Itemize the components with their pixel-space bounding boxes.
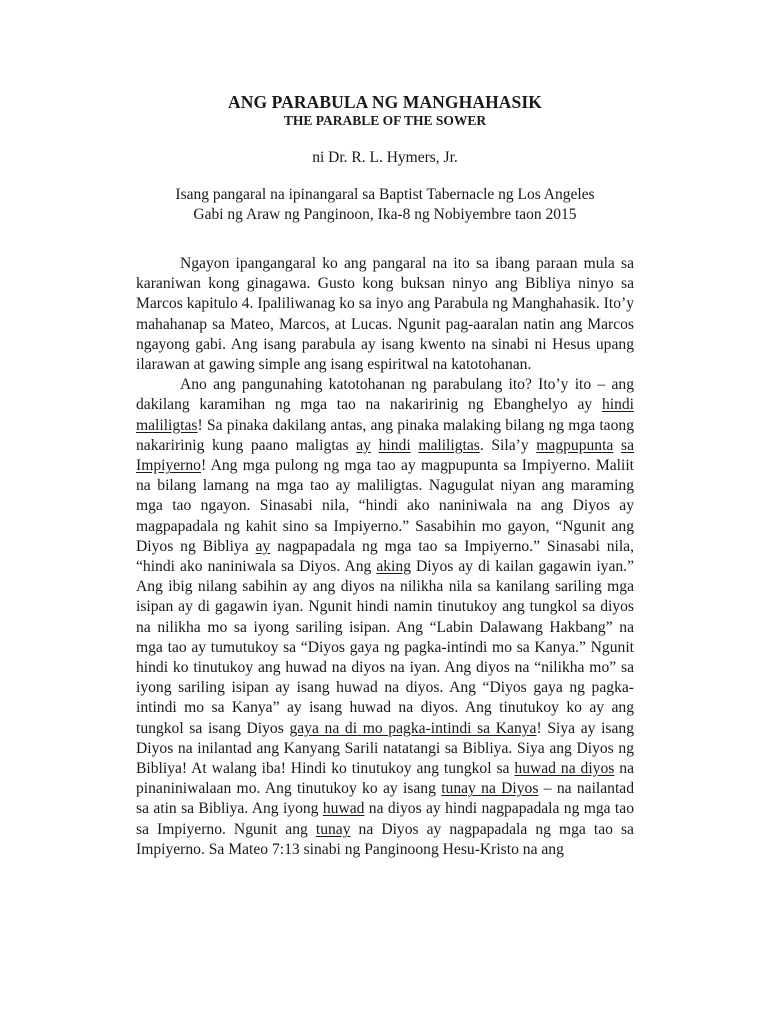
underlined-emphasis: maliligtas bbox=[418, 436, 480, 454]
author-line: ni Dr. R. L. Hymers, Jr. bbox=[312, 149, 458, 166]
underlined-emphasis: ay bbox=[255, 537, 271, 555]
underlined-emphasis: hindi bbox=[601, 396, 634, 414]
underlined-emphasis: Impiyerno bbox=[136, 457, 201, 475]
underlined-emphasis: tunay na Diyos bbox=[441, 780, 539, 798]
underlined-emphasis: magpupunta bbox=[536, 436, 614, 454]
underlined-emphasis: hindi bbox=[378, 436, 411, 454]
occasion-line: Isang pangaral na ipinangaral sa Baptist Tabernacle ng Los Angeles bbox=[175, 186, 595, 203]
document-page bbox=[136, 92, 634, 860]
underlined-emphasis: maliligtas bbox=[136, 416, 198, 434]
occasion-block bbox=[136, 185, 634, 225]
body-paragraph: Ngayon ipangangaral ko ang pangaral na ito sa ibang paraan mula sa karaniwan kong ginagawa. Gusto kong buksan ninyo ang Bibliya ninyo sa Marcos kapitulo 4. Ipaliliwanag ko sa inyo ang Parabula ng Manghahasik. Ito’y mahahanap sa Mateo, Marcos, at Lucas. Ngunit pag-aaralan natin ang Marcos ngayong gabi. Ang isang parabula ay isang kwento na sinabi ni Hesus upang ilarawan at gawing simple ang isang espiritwal na katotohanan. bbox=[136, 255, 634, 374]
underlined-emphasis: huwad na diyos bbox=[514, 760, 615, 778]
sermon-body bbox=[136, 254, 634, 860]
underlined-emphasis: gaya na di mo pagka-intindi sa Kanya bbox=[289, 719, 537, 737]
underlined-emphasis: ay bbox=[356, 436, 371, 454]
underlined-emphasis: sa bbox=[621, 436, 635, 454]
underlined-emphasis: tunay bbox=[315, 820, 351, 838]
sermon-title: ANG PARABULA NG MANGHAHASIK bbox=[228, 92, 542, 112]
sermon-subtitle: THE PARABLE OF THE SOWER bbox=[283, 113, 487, 128]
underlined-emphasis: huwad bbox=[322, 800, 365, 818]
underlined-emphasis: aking bbox=[376, 558, 411, 576]
body-paragraph: Ano ang pangunahing katotohanan ng parabulang ito? Ito’y ito – ang dakilang karamihan ng mga tao na nakaririnig ng Ebanghelyo ay hindi maliligtas! Sa pinaka dakilang antas, ang pinaka malaking bilang ng mga taong nakaririnig kung paano maligtas ay hindi maliligtas. Sila’y magpupunta sa Impiyerno! Ang mga pulong ng mga tao ay magpupunta sa Impiyerno. Maliit na bilang lamang na mga tao ay maliligtas. Nagugulat niyan ang maraming mga tao ngayon. Sinasabi nila, “hindi ako naniniwala na ang Diyos ay magpapadala ng kahit sino sa Impiyerno.” Sasabihin mo gayon, “Ngunit ang Diyos ng Bibliya ay nagpapadala ng mga tao sa Impiyerno.” Sinasabi nila, “hindi ako naniniwala sa Diyos. Ang aking Diyos ay di kailan gagawin iyan.” Ang ibig nilang sabihin ay ang diyos na nilikha nila sa kanilang sariling mga isipan ay di gagawin iyan. Ngunit hindi namin tinutukoy ang tungkol sa diyos na nilikha mo sa iyong sariling isipan. Ang “Labin Dalawang Hakbang” na mga tao ay tumutukoy sa “Diyos gaya ng pagka-intindi mo sa Kanya.” Ngunit hindi ko tinutukoy ang huwad na diyos na iyan. Ang diyos na “nilikha mo” sa iyong sariling isipan ay isang huwad na diyos. Ang “Diyos gaya ng pagka-intindi mo sa Kanya” ay isang huwad na diyos. Ang tinutukoy ko ay ang tungkol sa isang Diyos gaya na di mo pagka-intindi sa Kanya! Siya ay isang Diyos na inilantad ang Kanyang Sarili natatangi sa Bibliya. Siya ang Diyos ng Bibliya! At walang iba! Hindi ko tinutukoy ang tungkol sa huwad na diyos na pinaniniwalaan mo. Ang tinutukoy ko ay isang tunay na Diyos – na nailantad sa atin sa Bibliya. Ang iyong huwad na diyos ay hindi nagpapadala ng mga tao sa Impiyerno. Ngunit ang tunay na Diyos ay nagpapadala ng mga tao sa Impiyerno. Sa Mateo 7:13 sinabi ng Panginoong Hesu-Kristo na ang bbox=[136, 376, 635, 858]
occasion-date-line: Gabi ng Araw ng Panginoon, Ika-8 ng Nobiyembre taon 2015 bbox=[193, 206, 577, 223]
